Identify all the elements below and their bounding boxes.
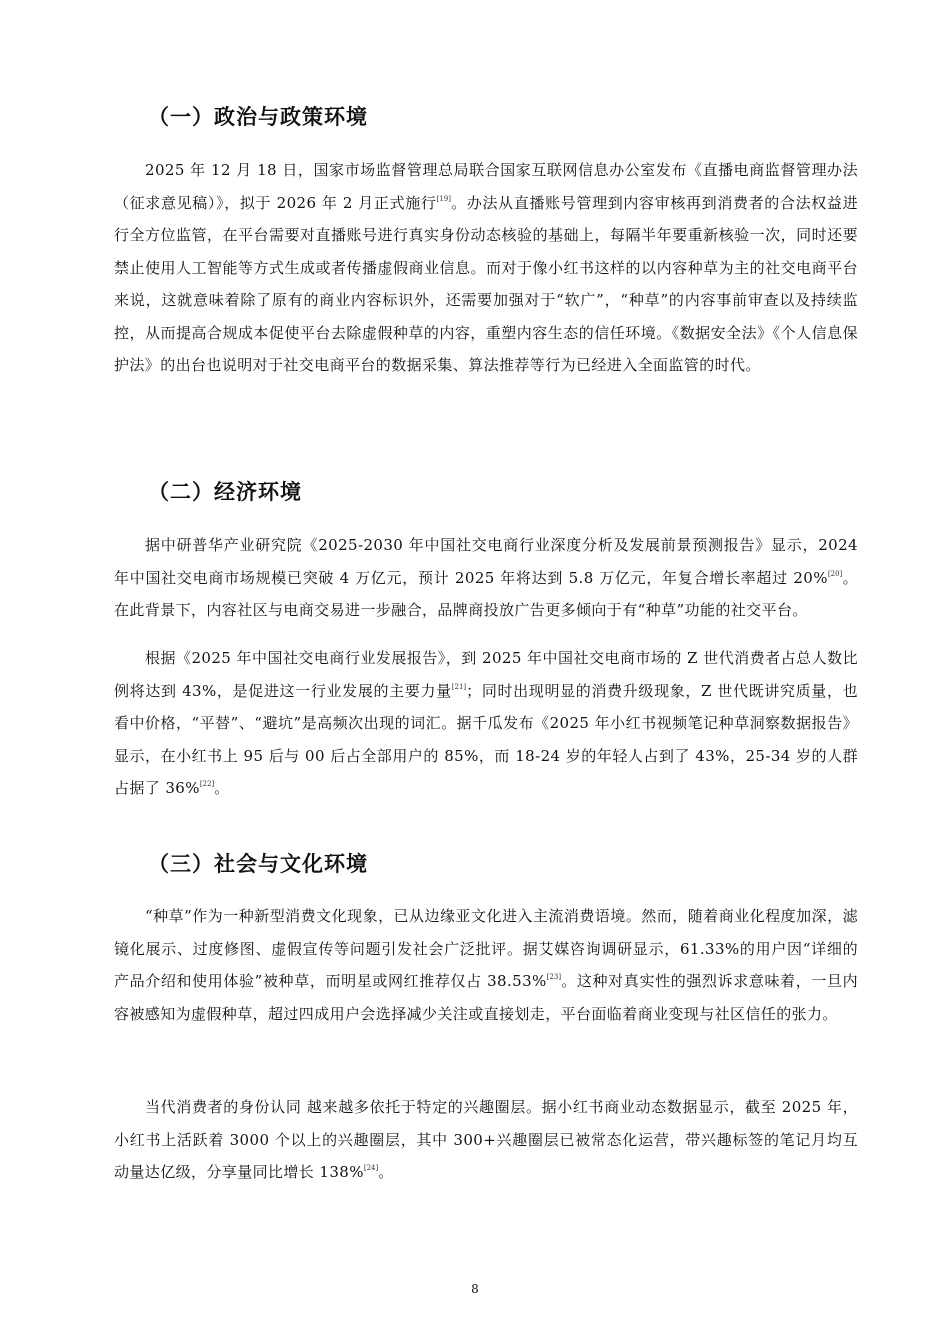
citation-ref: [20]	[827, 569, 843, 578]
paragraph-seeding-culture	[114, 900, 858, 1030]
paragraph-text: 。	[378, 1163, 394, 1181]
citation-ref: [23]	[546, 973, 562, 981]
paragraph-text: 。在此背景下，内容社区与电商交易进一步融合，品牌商投放广告更多倾向于有“种草”功能的社交平台。	[114, 568, 858, 619]
paragraph-text: 2025 年 12 月 18 日，国家市场监督管理总局联合国家互联网信息办公室发布《直播电商监督管理办法（征求意见稿）》，拟于 2026 年 2 月正式施行	[114, 161, 858, 212]
citation-ref: [19]	[436, 194, 451, 203]
paragraph-interest-circles	[114, 1091, 858, 1189]
citation-ref: [24]	[363, 1164, 379, 1172]
citation-ref: [22]	[199, 780, 215, 788]
paragraph-text: 。这种对真实性的强烈诉求意味着，一旦内容被感知为虚假种草，超过四成用户会选择减少关注或直接划走，平台面临着商业变现与社区信任的张力。	[114, 972, 858, 1023]
section-heading-economy: （二）经济环境	[148, 480, 302, 504]
paragraph-text: 当代消费者的身份认同 越来越多依托于特定的兴趣圈层。据小红书商业动态数据显示，截至 2025 年，小红书上活跃着 3000 个以上的兴趣圈层，其中 300+兴趣圈层已被常态化运营，带兴趣标签的笔记月均互动量达亿级，分享量同比增长 138%	[114, 1098, 858, 1181]
paragraph-text: 根据《2025 年中国社交电商行业发展报告》，到 2025 年中国社交电商市场的 Z 世代消费者占总人数比例将达到 43%，是促进这一行业发展的主要力量	[114, 649, 858, 700]
section-heading-politics: （一）政治与政策环境	[148, 105, 368, 129]
section-heading-society-culture: （三）社会与文化环境	[148, 852, 368, 876]
paragraph-policy	[114, 154, 858, 382]
paragraph-market-scale	[114, 529, 858, 627]
page-number: 8	[471, 1282, 479, 1296]
paragraph-text: 据中研普华产业研究院《2025-2030 年中国社交电商行业深度分析及发展前景预测报告》显示，2024 年中国社交电商市场规模已突破 4 万亿元，预计 2025 年将达到 5.8 万亿元，年复合增长率超过 20%	[114, 536, 858, 587]
paragraph-gen-z	[114, 642, 858, 805]
paragraph-text: 。办法从直播账号管理到内容审核再到消费者的合法权益进行全方位监管，在平台需要对直播账号进行真实身份动态核验的基础上，每隔半年要重新核验一次，同时还要禁止使用人工智能等方式生成或者传播虚假商业信息。而对于像小红书这样的以内容种草为主的社交电商平台来说，这就意味着除了原有的商业内容标识外，还需要加强对于“软广”，“种草”的内容事前审查以及持续监控，从而提高合规成本促使平台去除虚假种草的内容，重塑内容生态的信任环境。《数据安全法》《个人信息保护法》的出台也说明对于社交电商平台的数据采集、算法推荐等行为已经进入全面监管的时代。	[114, 193, 858, 374]
paragraph-text: “种草”作为一种新型消费文化现象，已从边缘亚文化进入主流消费语境。然而，随着商业化程度加深，滤镜化展示、过度修图、虚假宣传等问题引发社会广泛批评。据艾媒咨询调研显示，61.33%的用户因“详细的产品介绍和使用体验”被种草，而明星或网红推荐仅占 38.53%	[114, 907, 858, 990]
paragraph-text: ；同时出现明显的消费升级现象，Z 世代既讲究质量，也看中价格，“平替”、“避坑”是高频次出现的词汇。据千瓜发布《2025 年小红书视频笔记种草洞察数据报告》显示，在小红书上 95 后与 00 后占全部用户的 85%，而 18-24 岁的年轻人占到了 43%，25-34 岁的人群占据了 36%	[114, 681, 858, 797]
citation-ref: [21]	[451, 682, 467, 691]
paragraph-text: 。	[214, 779, 230, 797]
